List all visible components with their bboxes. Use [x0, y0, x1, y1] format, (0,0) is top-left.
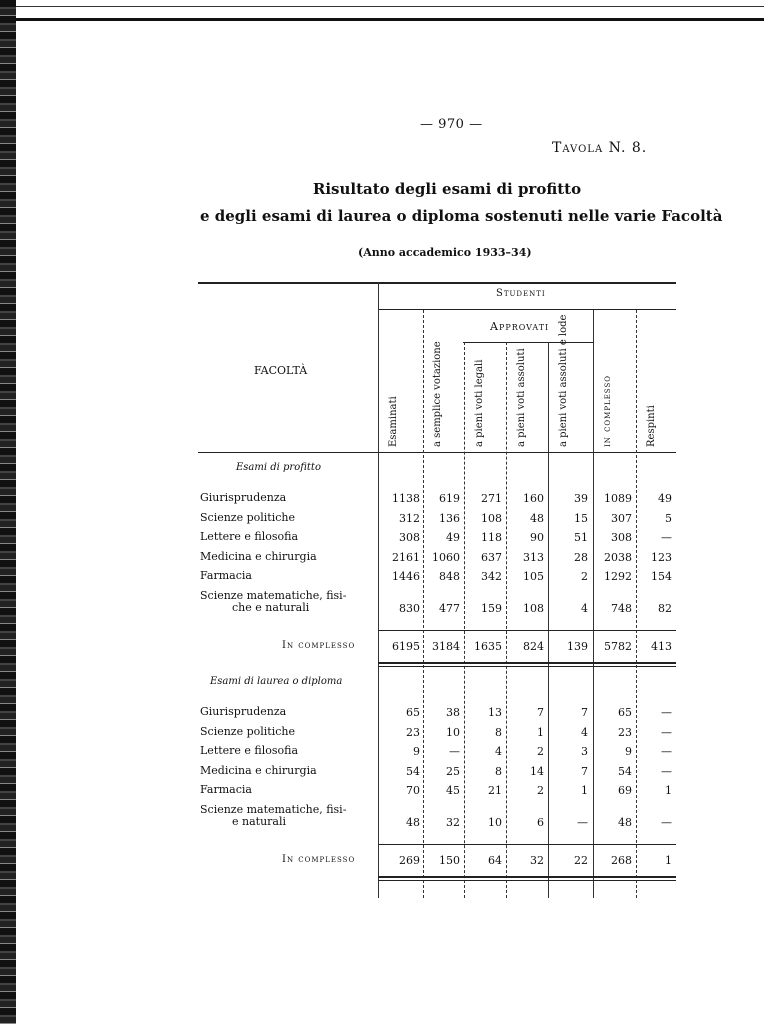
table-cell: 25 — [446, 764, 460, 778]
total-cell: 1635 — [474, 639, 502, 653]
table-cell: 4 — [495, 745, 502, 758]
table-cell: 39 — [574, 492, 588, 505]
faculty-label — [200, 784, 252, 796]
scan-edge-left — [0, 0, 16, 1024]
table-cell: 48 — [618, 815, 632, 829]
table-cell: 4 — [581, 601, 588, 615]
total-top-rule — [378, 630, 676, 631]
table-cell: 307 — [611, 511, 632, 525]
table-cell: 477 — [439, 601, 460, 615]
table-number: Tavola N. 8. — [552, 140, 648, 156]
column-header: a pieni voti assoluti — [516, 348, 527, 447]
table-cell: 7 — [537, 706, 544, 719]
subtitle: (Anno accademico 1933–34) — [358, 246, 532, 259]
table-cell: 69 — [618, 784, 632, 797]
table-cell: 10 — [488, 815, 502, 829]
table-cell: 6 — [537, 815, 544, 829]
total-cell: 824 — [523, 639, 544, 653]
total-label: In complesso — [282, 639, 356, 651]
table-cell: 3 — [581, 745, 588, 758]
faculty-label-text: Scienze politiche — [200, 510, 296, 524]
table-cell: 48 — [530, 511, 544, 525]
total-label: In complesso — [282, 853, 356, 865]
table-cell: 105 — [523, 570, 544, 583]
total-cell: 5782 — [604, 639, 632, 653]
column-header: Esaminati — [388, 396, 399, 447]
table-cell: 13 — [488, 706, 502, 719]
table-cell: 70 — [406, 784, 420, 797]
faculty-label-text: Scienze politiche — [200, 724, 296, 738]
table-cell: 1138 — [392, 492, 420, 505]
column-header: a semplice votazione — [432, 341, 443, 447]
table-cell: 28 — [574, 550, 588, 564]
faculty-label-text: Farmacia — [200, 783, 252, 796]
faculty-label — [200, 531, 298, 543]
total-cell: 139 — [567, 639, 588, 653]
title-line-1-text: Risultato degli esami di profitto — [312, 180, 582, 198]
total-cell: 22 — [574, 853, 588, 867]
table-cell: 848 — [439, 570, 460, 583]
header-bottom-rule — [198, 452, 676, 453]
total-cell: 1 — [665, 853, 672, 867]
table-cell: 15 — [574, 511, 588, 525]
table-cell: 49 — [446, 531, 460, 544]
total-cell: 269 — [399, 853, 420, 867]
faculty-label-line-1: Scienze matematiche, fisi- — [200, 802, 347, 816]
table-cell: 2 — [581, 570, 588, 583]
table-cell: 23 — [406, 725, 420, 739]
table-cell: 2038 — [604, 550, 632, 564]
total-bottom-rule-2 — [378, 666, 676, 667]
column-header: a pieni voti assoluti e lode — [558, 314, 569, 447]
table-cell: 1 — [537, 725, 544, 739]
table-cell: — — [661, 725, 672, 739]
table-top-rule — [198, 282, 676, 284]
table-cell: 48 — [406, 815, 420, 829]
faculty-label-text: Giurisprudenza — [200, 705, 287, 718]
table-cell: 7 — [581, 764, 588, 778]
header-facolta: FACOLTÀ — [254, 364, 308, 377]
table-cell: 830 — [399, 601, 420, 615]
table-cell: 14 — [530, 764, 544, 778]
section-label: Esami di profitto — [236, 462, 321, 473]
table-cell: 108 — [481, 511, 502, 525]
faculty-label — [200, 492, 286, 504]
scan-edge-top — [16, 0, 764, 21]
total-bottom-rule — [378, 662, 676, 664]
faculty-label-line-2: e naturali — [232, 814, 287, 828]
faculty-label — [200, 551, 317, 563]
total-cell: 413 — [651, 639, 672, 653]
header-studenti: Studenti — [496, 288, 546, 299]
table-cell: 619 — [439, 492, 460, 505]
total-top-rule — [378, 844, 676, 845]
column-header: Respinti — [646, 405, 657, 447]
table-cell: 21 — [488, 784, 502, 797]
table-cell: 10 — [446, 725, 460, 739]
faculty-label — [200, 570, 252, 582]
table-cell: 160 — [523, 492, 544, 505]
table-cell: 1292 — [604, 570, 632, 583]
table-cell: 312 — [399, 511, 420, 525]
table-cell: 8 — [495, 725, 502, 739]
table-cell: 313 — [523, 550, 544, 564]
total-bottom-rule-2 — [378, 880, 676, 881]
faculty-label — [200, 745, 298, 757]
table-cell: 4 — [581, 725, 588, 739]
header-approvati: Approvati — [490, 320, 550, 333]
faculty-label — [200, 804, 346, 828]
table-cell: 8 — [495, 764, 502, 778]
total-cell: 6195 — [392, 639, 420, 653]
faculty-label — [200, 706, 286, 718]
table-cell: 1060 — [432, 550, 460, 564]
table-cell: 108 — [523, 601, 544, 615]
table-cell: 65 — [406, 706, 420, 719]
table-cell: 65 — [618, 706, 632, 719]
table-cell: 1089 — [604, 492, 632, 505]
table-cell: 342 — [481, 570, 502, 583]
table-cell: 1 — [665, 784, 672, 797]
table-cell: — — [661, 706, 672, 719]
faculty-label-text: Lettere e filosofia — [200, 530, 299, 543]
table-cell: 9 — [625, 745, 632, 758]
faculty-label-text: Giurisprudenza — [200, 491, 287, 504]
faculty-label — [200, 765, 317, 777]
column-header: in complesso — [602, 374, 613, 447]
table-cell: 118 — [481, 531, 502, 544]
title-line-2: e degli esami di laurea o diploma sostenuti nelle varie Facoltà — [200, 207, 723, 225]
table-cell: 45 — [446, 784, 460, 797]
total-cell: 32 — [530, 853, 544, 867]
table-cell: 136 — [439, 511, 460, 525]
table-cell: 1446 — [392, 570, 420, 583]
table-cell: 308 — [611, 531, 632, 544]
faculty-label — [200, 512, 295, 524]
table-cell: — — [661, 531, 672, 544]
table-cell: — — [577, 815, 588, 829]
table-cell: 154 — [651, 570, 672, 583]
faculty-label — [200, 590, 346, 614]
table-cell: 748 — [611, 601, 632, 615]
table-cell: 159 — [481, 601, 502, 615]
table-cell: 49 — [658, 492, 672, 505]
total-cell: 150 — [439, 853, 460, 867]
page-number: — 970 — — [420, 117, 483, 132]
table-cell: — — [661, 764, 672, 778]
table-cell: 38 — [446, 706, 460, 719]
table-cell: 54 — [406, 764, 420, 778]
table-cell: 9 — [413, 745, 420, 758]
col-divider-0 — [378, 282, 379, 898]
faculty-label-text: Medicina e chirurgia — [200, 763, 317, 777]
table-cell: 637 — [481, 550, 502, 564]
table-cell: 2 — [537, 745, 544, 758]
table-cell: — — [661, 745, 672, 758]
faculty-label-line-1: Scienze matematiche, fisi- — [200, 588, 347, 602]
table-cell: 90 — [530, 531, 544, 544]
section-label: Esami di laurea o diploma — [210, 676, 343, 687]
table-cell: 51 — [574, 531, 588, 544]
faculty-label-text: Farmacia — [200, 569, 252, 582]
table-cell: 308 — [399, 531, 420, 544]
faculty-label — [200, 726, 295, 738]
table-cell: — — [449, 745, 460, 758]
table-cell: 123 — [651, 550, 672, 564]
table-cell: 2161 — [392, 550, 420, 564]
table-cell: 1 — [581, 784, 588, 797]
table-cell: 32 — [446, 815, 460, 829]
total-cell: 64 — [488, 853, 502, 867]
faculty-label-text: Medicina e chirurgia — [200, 549, 317, 563]
total-cell: 3184 — [432, 639, 460, 653]
total-cell: 268 — [611, 853, 632, 867]
table-cell: 23 — [618, 725, 632, 739]
table-cell: — — [661, 815, 672, 829]
total-bottom-rule — [378, 876, 676, 878]
faculty-label-line-2: che e naturali — [232, 600, 310, 614]
column-header: a pieni voti legali — [474, 359, 485, 447]
table-cell: 2 — [537, 784, 544, 797]
title-line-1 — [0, 180, 764, 198]
table-cell: 7 — [581, 706, 588, 719]
table-cell: 54 — [618, 764, 632, 778]
table-cell: 82 — [658, 601, 672, 615]
table-cell: 271 — [481, 492, 502, 505]
table-cell: 5 — [665, 511, 672, 525]
faculty-label-text: Lettere e filosofia — [200, 744, 299, 757]
